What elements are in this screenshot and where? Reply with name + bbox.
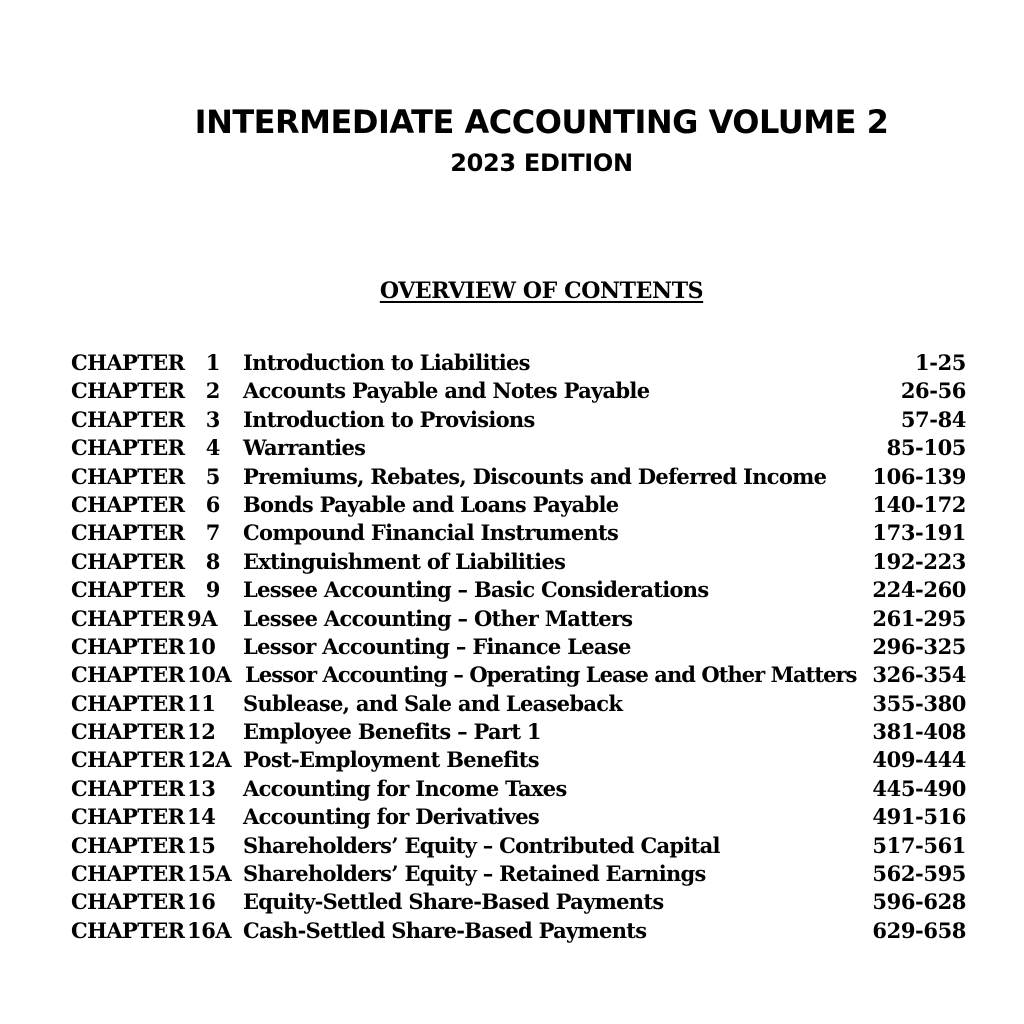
chapter-label: CHAPTER [71, 605, 185, 631]
chapter-pages: 140-172 [872, 491, 966, 517]
chapter-title: Accounting for Derivatives [243, 804, 540, 830]
chapter-title: Introduction to Liabilities [243, 350, 530, 375]
chapter-label: CHAPTER [71, 775, 185, 801]
chapter-pages: 173-191 [872, 520, 966, 546]
chapter-pages: 445-490 [872, 775, 966, 801]
contents-heading: OVERVIEW OF CONTENTS [379, 278, 704, 304]
chapter-label: CHAPTER [71, 378, 185, 404]
chapter-label: CHAPTER [71, 350, 185, 375]
chapter-label: CHAPTER [71, 804, 185, 830]
chapter-label: CHAPTER [71, 889, 185, 915]
chapter-label: CHAPTER [71, 690, 185, 716]
chapter-label: CHAPTER [71, 463, 185, 489]
toc-row [71, 746, 966, 774]
chapter-number: 13 [187, 775, 216, 801]
toc-row [71, 349, 966, 377]
chapter-number: 12A [187, 747, 232, 773]
chapter-pages: 85-105 [886, 435, 966, 461]
toc-row [71, 633, 966, 661]
chapter-number: 14 [187, 804, 216, 830]
toc-row [71, 690, 966, 718]
chapter-title: Extinguishment of Liabilities [243, 548, 566, 574]
toc-row [71, 576, 966, 604]
toc-row [71, 832, 966, 860]
chapter-number: 9 [205, 577, 220, 603]
edition-label: 2023 EDITION [450, 149, 633, 177]
toc-row [71, 605, 966, 633]
chapter-pages: 296-325 [872, 633, 966, 659]
toc-row [71, 377, 966, 405]
chapter-number: 1 [205, 350, 220, 375]
chapter-title: Shareholders’ Equity – Contributed Capital [243, 832, 720, 858]
chapter-label: CHAPTER [71, 491, 185, 517]
toc-row [71, 803, 966, 831]
chapter-number: 6 [205, 491, 220, 517]
toc-row [71, 406, 966, 434]
chapter-pages: 106-139 [872, 463, 966, 489]
chapter-label: CHAPTER [71, 662, 185, 688]
toc-row [71, 548, 966, 576]
chapter-number: 11 [187, 690, 216, 716]
chapter-pages: 1-25 [915, 350, 966, 375]
chapter-pages: 517-561 [872, 832, 966, 858]
chapter-label: CHAPTER [71, 719, 185, 745]
chapter-pages: 355-380 [872, 690, 966, 716]
chapter-number: 9A [187, 605, 218, 631]
chapter-pages: 26-56 [900, 378, 966, 404]
toc-row [71, 917, 966, 945]
chapter-title: Compound Financial Instruments [243, 520, 619, 546]
chapter-title: Sublease, and Sale and Leaseback [243, 690, 623, 716]
chapter-label: CHAPTER [71, 406, 185, 432]
chapter-title: Introduction to Provisions [243, 406, 535, 432]
chapter-title: Accounts Payable and Notes Payable [243, 378, 650, 404]
chapter-label: CHAPTER [71, 832, 185, 858]
chapter-pages: 224-260 [872, 577, 966, 603]
chapter-title: Premiums, Rebates, Discounts and Deferred Income [243, 463, 827, 489]
chapter-number: 15A [187, 861, 232, 887]
chapter-title: Post-Employment Benefits [243, 747, 539, 773]
chapter-pages: 562-595 [872, 861, 966, 887]
chapter-pages: 409-444 [872, 747, 966, 773]
chapter-number: 7 [205, 520, 220, 546]
chapter-title: Lessor Accounting – Finance Lease [243, 633, 631, 659]
toc-row [71, 718, 966, 746]
chapter-number: 5 [205, 463, 220, 489]
chapter-number: 10A [187, 662, 232, 688]
chapter-title: Lessor Accounting – Operating Lease and Other Matters [245, 662, 857, 688]
chapter-label: CHAPTER [71, 520, 185, 546]
book-title: INTERMEDIATE ACCOUNTING VOLUME 2 [194, 103, 889, 141]
chapter-number: 16 [187, 889, 216, 915]
chapter-label: CHAPTER [71, 861, 185, 887]
chapter-label: CHAPTER [71, 917, 185, 943]
chapter-pages: 381-408 [872, 719, 966, 745]
chapter-pages: 596-628 [872, 889, 966, 915]
chapter-label: CHAPTER [71, 548, 185, 574]
chapter-pages: 491-516 [872, 804, 966, 830]
chapter-number: 16A [187, 917, 232, 943]
chapter-label: CHAPTER [71, 435, 185, 461]
chapter-title: Accounting for Income Taxes [243, 775, 567, 801]
toc-row [71, 888, 966, 916]
toc-row [71, 661, 966, 689]
chapter-pages: 629-658 [872, 917, 966, 943]
chapter-title: Equity-Settled Share-Based Payments [243, 889, 664, 915]
chapter-number: 15 [187, 832, 216, 858]
chapter-title: Bonds Payable and Loans Payable [243, 491, 619, 517]
chapter-title: Warranties [243, 435, 366, 461]
chapter-title: Lessee Accounting – Basic Considerations [243, 577, 709, 603]
toc-row [71, 463, 966, 491]
toc-row [71, 860, 966, 888]
toc-row [71, 775, 966, 803]
toc-row [71, 434, 966, 462]
chapter-pages: 192-223 [872, 548, 966, 574]
chapter-label: CHAPTER [71, 577, 185, 603]
chapter-title: Cash-Settled Share-Based Payments [243, 917, 647, 943]
chapter-label: CHAPTER [71, 747, 185, 773]
chapter-pages: 261-295 [872, 605, 966, 631]
chapter-pages: 57-84 [900, 406, 966, 432]
table-of-contents [71, 349, 966, 945]
chapter-title: Employee Benefits – Part 1 [243, 719, 541, 745]
chapter-title: Lessee Accounting – Other Matters [243, 605, 633, 631]
chapter-number: 10 [187, 633, 216, 659]
chapter-pages: 326-354 [872, 662, 966, 688]
chapter-number: 12 [187, 719, 216, 745]
toc-row [71, 491, 966, 519]
chapter-label: CHAPTER [71, 633, 185, 659]
chapter-number: 4 [205, 435, 220, 461]
chapter-number: 3 [205, 406, 220, 432]
toc-row [71, 519, 966, 547]
chapter-title: Shareholders’ Equity – Retained Earnings [243, 861, 706, 887]
chapter-number: 2 [205, 378, 220, 404]
chapter-number: 8 [205, 548, 220, 574]
